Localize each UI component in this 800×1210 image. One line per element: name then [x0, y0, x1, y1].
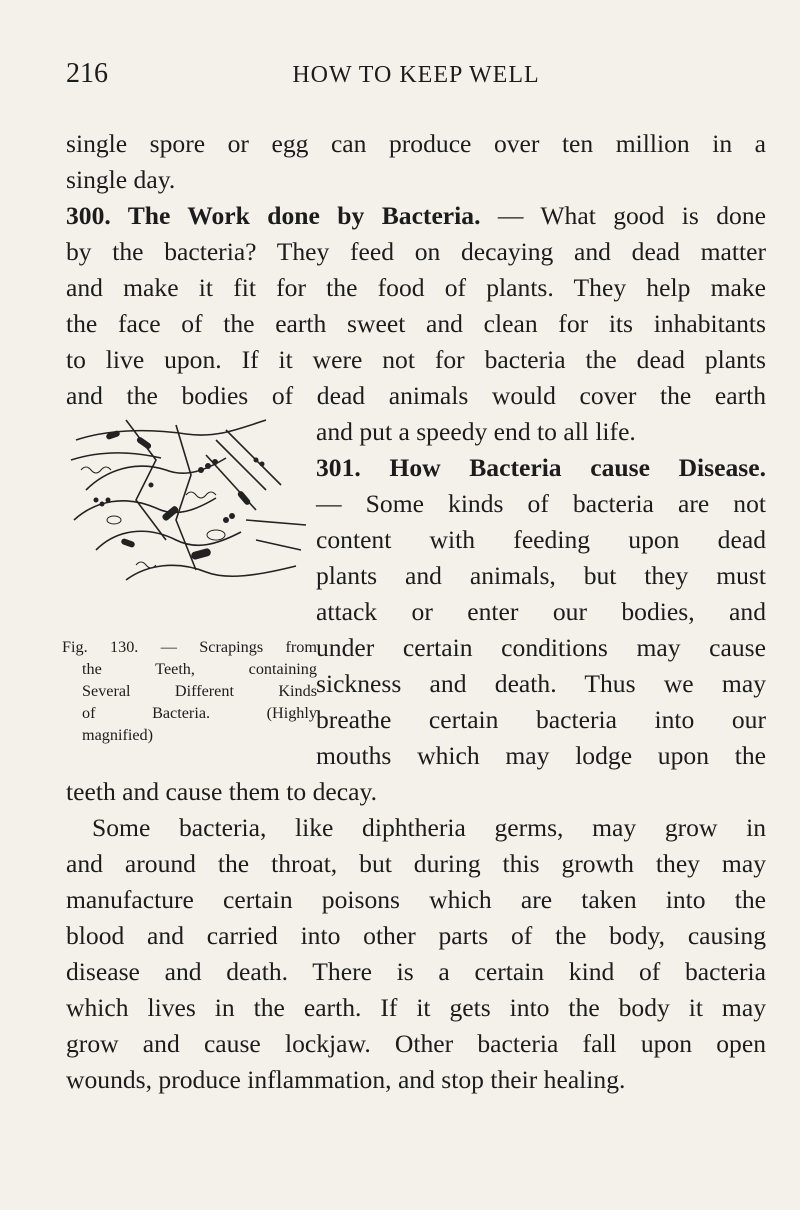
text-line: under certain conditions may cause	[316, 633, 766, 662]
text-line: and put a speedy end to all life.	[316, 417, 636, 446]
text-line: single spore or egg can produce over ten million in a	[66, 129, 766, 158]
running-head: HOW TO KEEP WELL	[292, 62, 540, 88]
text-line: grow and cause lockjaw. Other bacteria fall upon open	[66, 1029, 766, 1058]
section-300-first-text: — What good is done	[480, 201, 766, 230]
text-line: and the bodies of dead animals would cover the earth	[66, 381, 766, 410]
figure-caption-line: the Teeth, containing	[82, 660, 317, 678]
text-line: manufacture certain poisons which are taken into the	[66, 885, 766, 914]
page-header	[66, 58, 766, 98]
text-line: content with feeding upon dead	[316, 525, 766, 554]
text-line: to live upon. If it were not for bacteria the dead plants	[66, 345, 766, 374]
section-301-title: 301. How Bacteria cause Disease.	[316, 453, 766, 482]
text-line: the face of the earth sweet and clean for its inhabitants	[66, 309, 766, 338]
text-line: blood and carried into other parts of the body, causing	[66, 921, 766, 950]
text-line: Some bacteria, like diphtheria germs, may grow in	[92, 813, 766, 842]
text-line: by the bacteria? They feed on decaying and dead matter	[66, 237, 766, 266]
text-line: teeth and cause them to decay.	[66, 777, 378, 806]
section-300-heading-line	[66, 198, 766, 234]
section-300-title: 300. The Work done by Bacteria.	[66, 201, 481, 230]
section-301-heading-line	[316, 450, 766, 486]
text-line: disease and death. There is a certain kind of bacteria	[66, 957, 766, 986]
text-line: mouths which may lodge upon the	[316, 741, 766, 770]
text-line: breathe certain bacteria into our	[316, 705, 766, 734]
figure-caption-line: of Bacteria. (Highly	[82, 704, 317, 722]
figure-caption-line: Several Different Kinds	[82, 682, 317, 700]
page-number: 216	[66, 58, 108, 89]
text-line: and around the throat, but during this growth they may	[66, 849, 766, 878]
text-line: single day.	[66, 165, 176, 194]
text-line: wounds, produce inflammation, and stop their healing.	[66, 1065, 626, 1094]
figure-caption-line: magnified)	[82, 726, 154, 744]
text-line: sickness and death. Thus we may	[316, 669, 766, 698]
text-line: which lives in the earth. If it gets into the body it may	[66, 993, 766, 1022]
text-line: and make it fit for the food of plants. They help make	[66, 273, 766, 302]
text-line: attack or enter our bodies, and	[316, 597, 766, 626]
text-line: — Some kinds of bacteria are not	[316, 489, 766, 518]
text-line: plants and animals, but they must	[316, 561, 766, 590]
figure-caption-line: Fig. 130. — Scrapings from	[62, 638, 317, 656]
bacteria-illustration	[66, 400, 311, 590]
